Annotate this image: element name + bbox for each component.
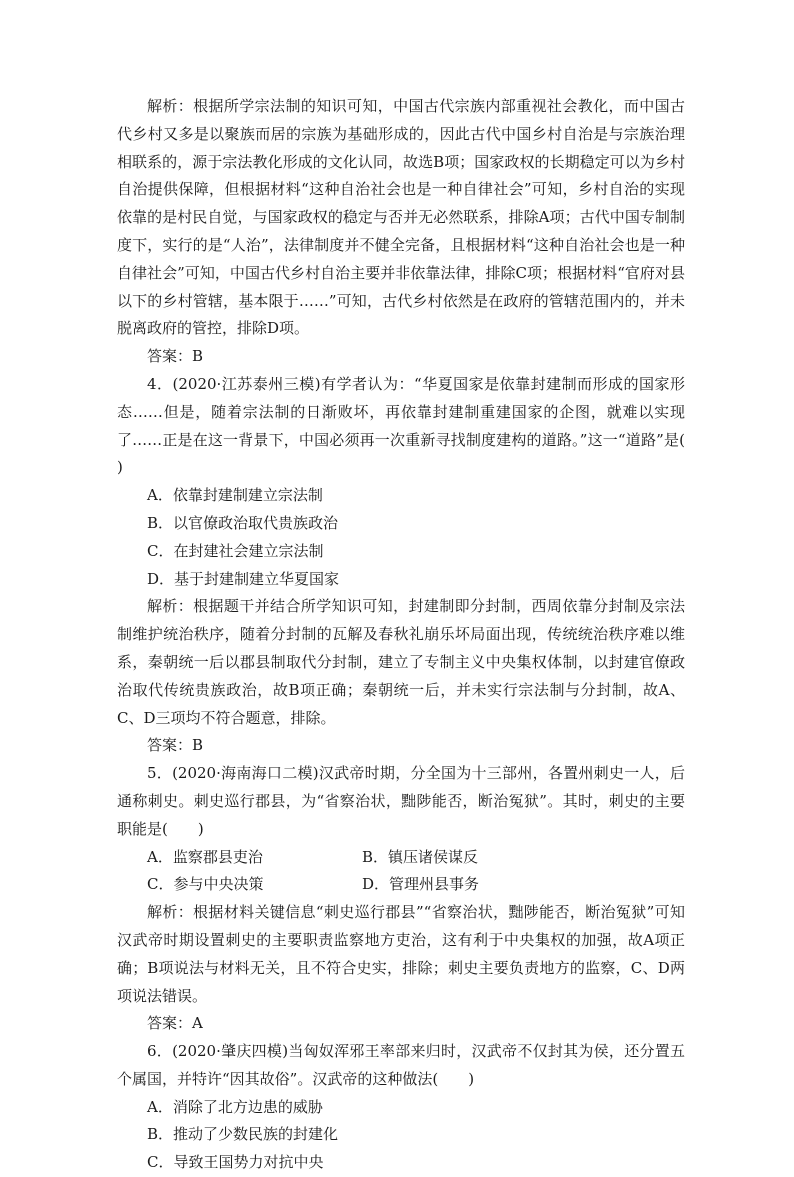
q6-option-b: B．推动了少数民族的封建化	[147, 1125, 339, 1144]
q6-option-c: C．导致王国势力对抗中央	[147, 1153, 324, 1172]
q4-stem: 4．(2020·江苏泰州三模)有学者认为：“华夏国家是依靠封建制而形成的国家形态……但是，随着宗法制的日渐败坏，再依靠封建制重建国家的企图，就难以实现了……正是在这一背景下，中国必须再一次重新寻找制度建构的道路。”这一“道路”是( )	[117, 374, 716, 477]
q5-options-row-2	[117, 871, 685, 899]
q3-answer: 答案：B	[147, 347, 204, 366]
q4-option-a: A．依靠封建制建立宗法制	[147, 486, 323, 505]
q5-option-a: A．监察郡县吏治	[147, 847, 263, 866]
q5-analysis: 解析：根据材料关键信息“刺史巡行郡县”“省察治状，黜陟能否，断治冤狱”可知汉武帝时期设置刺史的主要职责监察地方吏治，这有利于中央集权的加强，故A项正确；B项说法与材料无关，且不符合史实，排除；刺史主要负责地方的监察，C、D两项说法错误。	[117, 903, 685, 1005]
q4-answer: 答案：B	[147, 736, 204, 755]
q6-option-a: A．消除了北方边患的威胁	[147, 1097, 323, 1116]
q5-stem: 5．(2020·海南海口二模)汉武帝时期，分全国为十三部州，各置州刺史一人，后通称刺史。刺史巡行郡县，为“省察治状，黜陟能否，断治冤狱”。其时，刺史的主要职能是( )	[117, 764, 685, 838]
q4-option-d: D．基于封建制建立华夏国家	[147, 569, 340, 588]
q5-answer: 答案：A	[147, 1014, 203, 1033]
q4-option-c: C．在封建社会建立宗法制	[147, 541, 324, 560]
q4-option-b: B．以官僚政治取代贵族政治	[147, 513, 339, 532]
q4-analysis: 解析：根据题干并结合所学知识可知，封建制即分封制，西周依靠分封制及宗法制维护统治秩序，随着分封制的瓦解及春秋礼崩乐坏局面出现，传统统治秩序难以维系，秦朝统一后以郡县制取代分封制，建立了专制主义中央集权体制，以封建官僚政治取代传统贵族政治，故B项正确；秦朝统一后，并未实行宗法制与分封制，故A、C、D三项均不符合题意，排除。	[117, 597, 685, 727]
q5-option-b: B．镇压诸侯谋反	[362, 847, 479, 866]
q3-analysis: 解析：根据所学宗法制的知识可知，中国古代宗族内部重视社会教化，而中国古代乡村又多是以聚族而居的宗族为基础形成的，因此古代中国乡村自治是与宗族治理相联系的，源于宗法教化形成的文化认同，故选B项；国家政权的长期稳定可以为乡村自治提供保障，但根据材料“这种自治社会也是一种自律社会”可知，乡村自治的实现依靠的是村民自觉，与国家政权的稳定与否并无必然联系，排除A项；古代中国专制制度下，实行的是“人治”，法律制度并不健全完备，且根据材料“这种自治社会也是一种自律社会”可知，中国古代乡村自治主要并非依靠法律，排除C项；根据材料“官府对县以下的乡村管辖，基本限于……”可知，古代乡村依然是在政府的管辖范围内的，并未脱离政府的管控，排除D项。	[117, 97, 685, 338]
q5-options-row-1	[117, 844, 685, 872]
document-page	[117, 93, 716, 1177]
q5-option-c: C．参与中央决策	[147, 875, 264, 894]
q6-stem: 6．(2020·肇庆四模)当匈奴浑邪王率部来归时，汉武帝不仅封其为侯，还分置五个属国，并特许“因其故俗”。汉武帝的这种做法( )	[117, 1042, 685, 1088]
q5-option-d: D．管理州县事务	[362, 875, 480, 894]
